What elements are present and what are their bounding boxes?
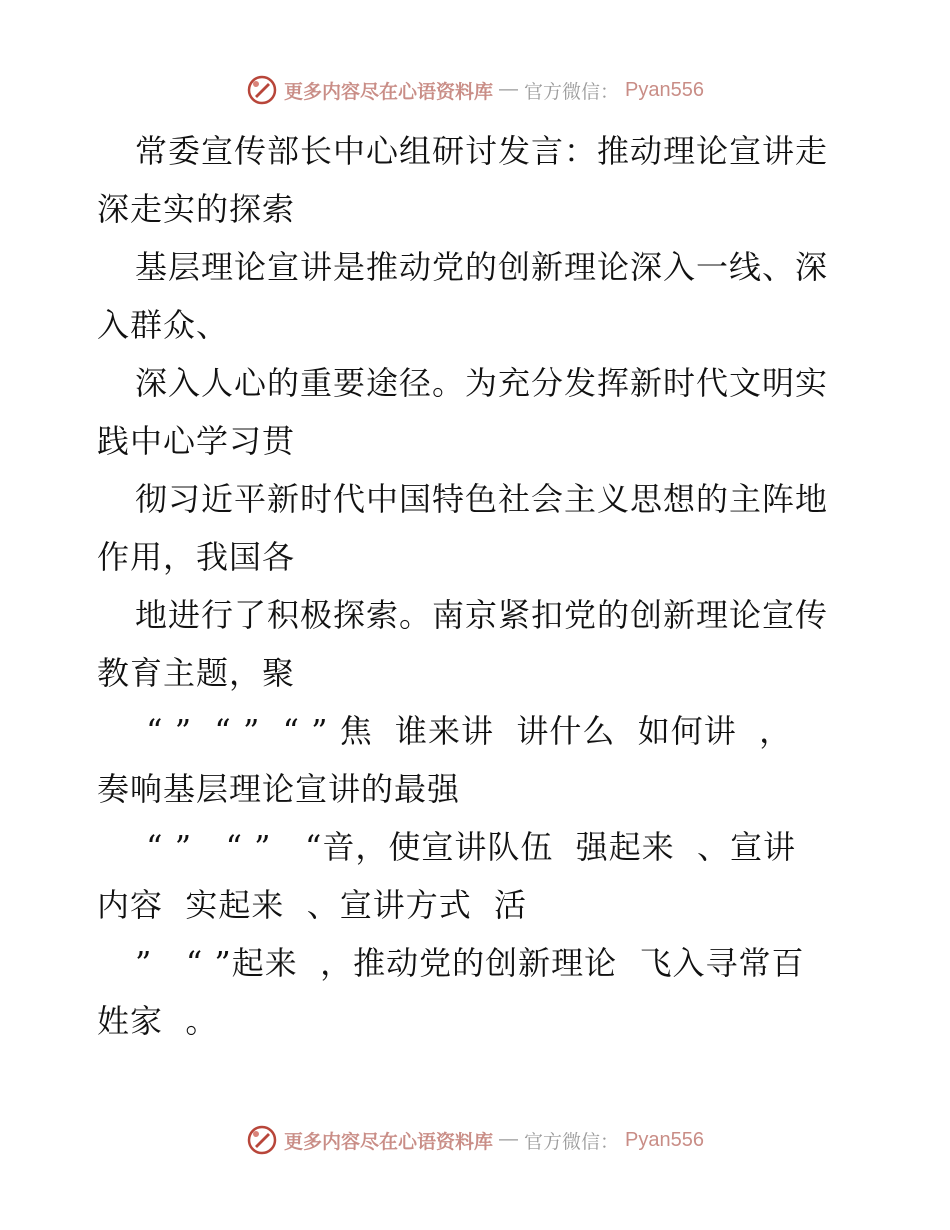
watermark-wechat-id: Pyan556 — [625, 78, 704, 101]
logo-icon — [246, 74, 278, 106]
watermark-dash: — — [499, 79, 519, 100]
paragraph-line: ” “ ”起来 ，推动党的创新理论 飞入寻常百 — [135, 944, 805, 982]
watermark-site: 更多内容尽在心语资料库 — [284, 1130, 494, 1153]
paragraph-line: 姓家 。 — [97, 1002, 219, 1040]
header-watermark — [0, 72, 950, 108]
paragraph-line: 基层理论宣讲是推动党的创新理论深入一线、深 — [135, 248, 829, 286]
paragraph-line: 内容 实起来 、宣讲方式 活 — [97, 886, 528, 924]
footer-watermark — [0, 1122, 950, 1158]
watermark-wechat-id: Pyan556 — [625, 1128, 704, 1151]
paragraph-line: 奏响基层理论宣讲的最强 — [97, 770, 461, 808]
watermark-wechat-label: 官方微信： — [524, 1130, 620, 1153]
paragraph-line: “ ” “ ” “音，使宣讲队伍 强起来 、宣讲 — [135, 828, 797, 866]
paragraph-line: 入群众、 — [97, 306, 230, 344]
title-line-1: 常委宣传部长中心组研讨发言：推动理论宣讲走 — [135, 132, 829, 170]
logo-icon — [246, 1124, 278, 1156]
watermark-wechat-label: 官方微信： — [524, 80, 620, 103]
watermark-site: 更多内容尽在心语资料库 — [284, 80, 494, 103]
paragraph-line: 彻习近平新时代中国特色社会主义思想的主阵地 — [135, 480, 829, 518]
paragraph-line: 深入人心的重要途径。为充分发挥新时代文明实 — [135, 364, 829, 402]
document-body — [97, 122, 857, 1050]
title-line-2: 深走实的探索 — [97, 190, 296, 228]
paragraph-line: 践中心学习贯 — [97, 422, 296, 460]
paragraph-line: 作用，我国各 — [97, 538, 296, 576]
watermark-dash: — — [499, 1129, 519, 1150]
paragraph-line: “ ” “ ” “ ” 焦 谁来讲 讲什么 如何讲 ， — [135, 712, 793, 750]
paragraph-line: 地进行了积极探索。南京紧扣党的创新理论宣传 — [135, 596, 829, 634]
paragraph-line: 教育主题，聚 — [97, 654, 296, 692]
